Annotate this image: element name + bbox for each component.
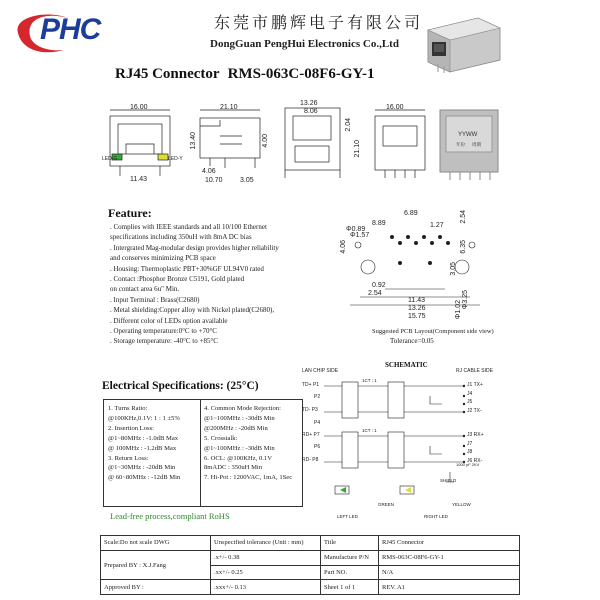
schem-pin-left: P2 bbox=[314, 394, 321, 400]
spec-line: 2. Insertion Loss: bbox=[108, 424, 154, 432]
electrical-heading: Electrical Specifications: (25°C) bbox=[102, 380, 259, 392]
pcb-dim-2: 8.89 bbox=[372, 220, 386, 227]
pcb-dim-14: 15.75 bbox=[408, 313, 426, 320]
spec-line: @1~80MHz : -1.0dB Max bbox=[108, 434, 179, 442]
tb-part-label: Part NO. bbox=[321, 565, 379, 580]
tb-tol-1: .x+/- 0.38 bbox=[211, 550, 321, 565]
schem-pin-right: J3 RX+ bbox=[467, 432, 484, 438]
electrical-left-column bbox=[108, 404, 180, 483]
schem-label: 1CT : 1 bbox=[362, 428, 377, 433]
spec-line: @1~30MHz : -20dB Min bbox=[108, 464, 176, 472]
led-left-label: LED-G bbox=[102, 156, 118, 162]
schem-pin-left: TD+ P1 bbox=[302, 382, 320, 388]
schem-pin-left: RD- P8 bbox=[302, 457, 319, 463]
company-logo: PHC bbox=[40, 13, 101, 46]
pcb-dim-16: Φ0.89 bbox=[346, 226, 366, 233]
spec-line: 3. Return Loss: bbox=[108, 454, 149, 462]
feature-item: specifications including 350uH with 8mA DC bias bbox=[110, 233, 252, 242]
dim-front-width: 16.00 bbox=[130, 104, 148, 111]
feature-item: . Contact :Phosphor Bronze C5191, Gold plated bbox=[110, 275, 245, 284]
schem-label: SHIELD bbox=[440, 478, 457, 483]
pcb-dim-3: 1.27 bbox=[430, 222, 444, 229]
tb-scale: Scale:Do not scale DWG bbox=[101, 536, 211, 551]
dim-side-d1: 4.06 bbox=[202, 168, 216, 175]
spec-line: @1~100MHz : -30dB Min bbox=[204, 444, 275, 452]
schem-label: 1CT : 1 bbox=[362, 378, 377, 383]
schem-label: YELLOW bbox=[452, 502, 471, 507]
schem-pin-right: J7 bbox=[467, 441, 473, 447]
schem-pin-right: J8 bbox=[467, 449, 473, 455]
dim-top-w1: 13.26 bbox=[300, 100, 318, 107]
feature-item: on contact area 6u" Min. bbox=[110, 285, 180, 294]
schem-label: LEFT LED bbox=[337, 514, 358, 519]
spec-line: @ 100MHz : -1.2dB Max bbox=[108, 444, 177, 452]
company-name-cn: 东莞市鹏辉电子有限公司 bbox=[214, 13, 424, 32]
tb-approved: Approved BY : bbox=[101, 580, 211, 595]
schem-pin-left: RD+ P7 bbox=[302, 432, 320, 438]
spec-line: 1. Turns Ratio: bbox=[108, 405, 148, 412]
spec-line: @1~100MHz : -30dB Min bbox=[204, 414, 275, 422]
pcb-dim-6: Φ1.02 bbox=[455, 300, 462, 320]
pcb-dim-10: 2.54 bbox=[368, 290, 382, 297]
schem-pin-right: J5 bbox=[467, 399, 473, 405]
feature-item: . Housing: Thermoplastic PBT+30%GF UL94V0 rated bbox=[110, 264, 264, 273]
pcb-caption: Suggested PCB Layout(Component side view) bbox=[372, 328, 494, 335]
pcb-dim-9: 0.92 bbox=[372, 282, 386, 289]
spec-line: @100KHz,0.1V: 1 : 1 ±5% bbox=[108, 414, 180, 422]
part-number: RMS-063C-08F6-GY-1 bbox=[227, 66, 375, 82]
pcb-dim-11: 3.05 bbox=[450, 262, 457, 276]
schematic-right-title: RJ CABLE SIDE bbox=[456, 368, 493, 374]
feature-item: . Operating temperature:0°C to +70°C bbox=[110, 327, 217, 336]
tb-tolerance-head: Unspecified tolerance (Unit : mm) bbox=[211, 536, 321, 551]
features-heading: Feature: bbox=[108, 206, 152, 220]
tb-title-label: Title bbox=[321, 536, 379, 551]
product-name: RJ45 Connector bbox=[115, 66, 220, 82]
schem-label: 1000 pF 2KV bbox=[456, 462, 480, 467]
pcb-dim-8: 4.06 bbox=[340, 240, 347, 254]
schem-pin-left: TD- P3 bbox=[302, 407, 318, 413]
feature-item: . Input Terminal : Brass(C2680) bbox=[110, 295, 200, 304]
dim-top-side: 2.04 bbox=[345, 118, 352, 132]
schem-pin-left: P4 bbox=[314, 420, 321, 426]
drawing-title bbox=[115, 66, 375, 83]
dim-side-d2: 10.70 bbox=[205, 177, 223, 184]
pcb-dim-12: 11.43 bbox=[408, 297, 425, 304]
feature-item: . Different color of LEDs option available bbox=[110, 316, 228, 325]
spec-line: 8mADC : 350uH Min bbox=[204, 464, 263, 472]
feature-item: . Intergrated Mag-modular design provides higher reliability bbox=[110, 243, 279, 252]
schem-pin-right: J2 TX- bbox=[467, 408, 482, 414]
feature-item: . Complies with IEEE standards and all 10/100 Ethernet bbox=[110, 223, 267, 231]
pcb-dim-5: Φ3.25 bbox=[462, 290, 469, 310]
feature-item: . Metal shielding:Copper alloy with Nickel plated(C2680), bbox=[110, 306, 275, 315]
electrical-divider bbox=[200, 400, 201, 506]
schematic-left-title: LAN CHIP SIDE bbox=[302, 368, 339, 374]
tb-rev: REV. A1 bbox=[379, 580, 520, 595]
led-right-label: LED-Y bbox=[168, 156, 183, 162]
electrical-right-column bbox=[204, 404, 292, 483]
electrical-spec-table bbox=[103, 399, 303, 507]
tb-tol-3: .xxx+/- 0.13 bbox=[211, 580, 321, 595]
dim-front-bottom: 11.43 bbox=[130, 176, 147, 183]
photo-mark-year: 年份 bbox=[456, 143, 465, 148]
tb-tol-2: .xx+/- 0.25 bbox=[211, 565, 321, 580]
photo-mark-yyww: YYWW bbox=[458, 132, 478, 138]
pcb-dim-7: 6.35 bbox=[460, 240, 467, 254]
pcb-dim-15: Φ1.57 bbox=[350, 232, 370, 239]
dim-top-w2: 8.06 bbox=[304, 108, 318, 115]
features-list bbox=[110, 222, 335, 347]
feature-item: . Storage temperature: -40°C to +85°C bbox=[110, 337, 218, 346]
schematic-heading: SCHEMATIC bbox=[385, 361, 428, 369]
pcb-dim-1: 6.89 bbox=[404, 210, 418, 217]
spec-line: 5. Crosstalk: bbox=[204, 434, 238, 442]
tb-mfr-label: Manufacture P/N bbox=[321, 550, 379, 565]
dim-rear-width: 16.00 bbox=[386, 104, 404, 111]
title-block bbox=[100, 535, 520, 595]
spec-line: 7. Hi-Pot : 1200VAC, 1mA, 1Sec bbox=[204, 474, 293, 482]
photo-mark-week: 周期 bbox=[472, 143, 481, 148]
schem-pin-left: P6 bbox=[314, 444, 321, 450]
pcb-dim-4: 2.54 bbox=[460, 210, 467, 224]
schem-pin-right: J1 TX+ bbox=[467, 382, 483, 388]
spec-line: 4. Common Mode Rejection: bbox=[204, 405, 281, 412]
spec-line: @ 60~80MHz : -12dB Min bbox=[108, 474, 181, 482]
mechanical-drawings bbox=[100, 96, 500, 196]
pcb-tolerance: Tolerance=0.05 bbox=[390, 337, 434, 345]
spec-line: 6. OCL: @100KHz, 0.1V bbox=[204, 454, 272, 462]
schem-label: RIGHT LED bbox=[424, 514, 448, 519]
feature-item: and conserves minimizing PCB space bbox=[110, 254, 216, 263]
tb-prepared: Prepared BY : X.J.Fang bbox=[101, 550, 211, 580]
tb-part-value: N/A bbox=[379, 565, 520, 580]
tb-mfr-value: RMS-063C-08F6-GY-1 bbox=[379, 550, 520, 565]
dim-side-height: 13.40 bbox=[190, 132, 197, 150]
company-name-en: DongGuan PengHui Electronics Co.,Ltd bbox=[210, 38, 399, 50]
schem-pin-right: J4 bbox=[467, 391, 473, 397]
tb-title-value: RJ45 Connector bbox=[379, 536, 520, 551]
dim-side-d3: 3.05 bbox=[240, 177, 254, 184]
tb-sheet: Sheet 1 of 1 bbox=[321, 580, 379, 595]
rohs-note: Lead-free process,compliant RoHS bbox=[110, 511, 230, 521]
dim-rear-height: 21.10 bbox=[354, 140, 361, 158]
schem-pin-right: J6 RX- bbox=[467, 458, 483, 464]
spec-line: @200MHz : -20dB Min bbox=[204, 424, 268, 432]
schem-label: GREEN bbox=[378, 502, 395, 507]
connector-photo bbox=[418, 10, 506, 74]
dim-side-top: 21.10 bbox=[220, 104, 238, 111]
dim-top-h: 4.00 bbox=[262, 134, 269, 148]
pcb-dim-13: 13.26 bbox=[408, 305, 426, 312]
